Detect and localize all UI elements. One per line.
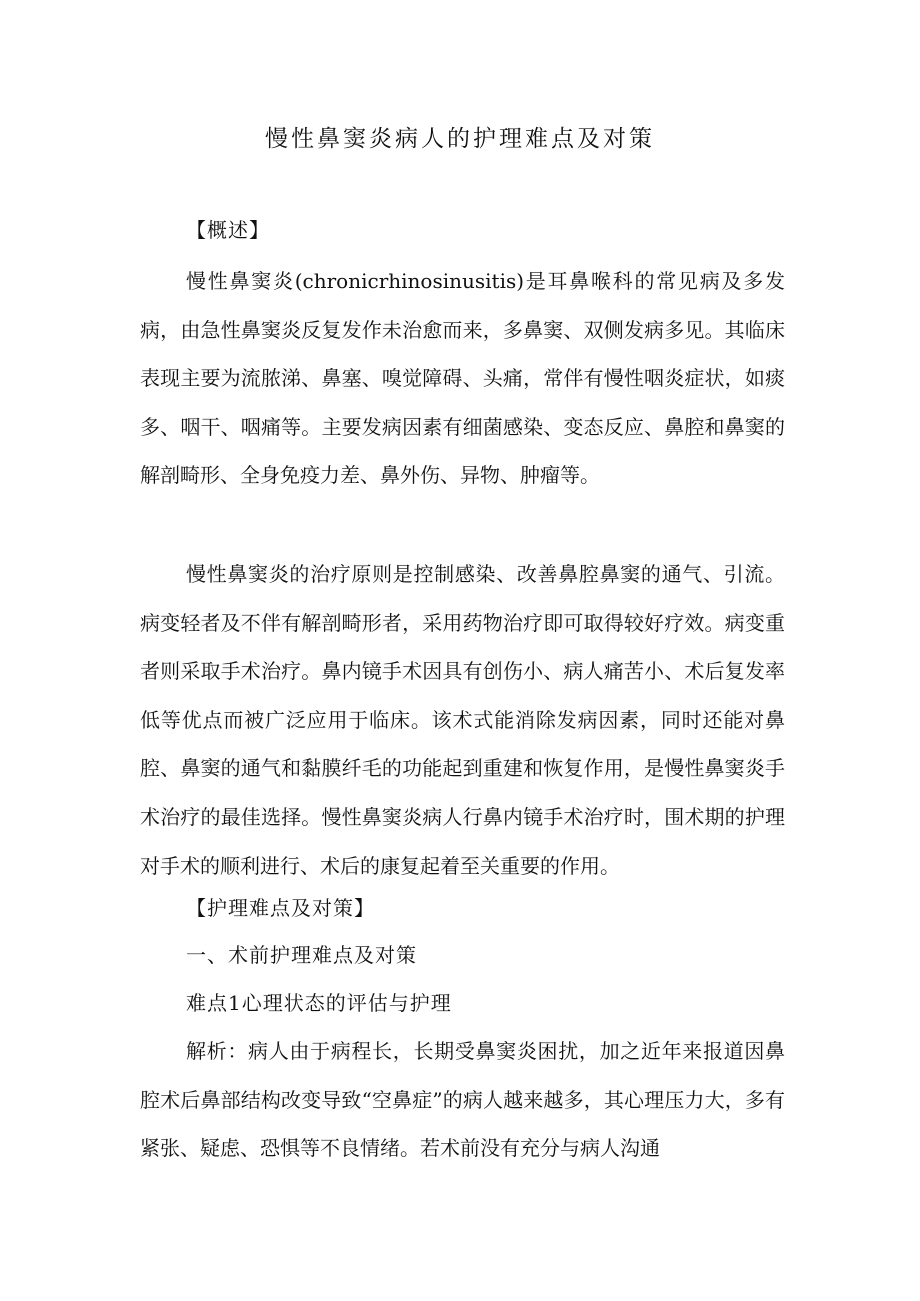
paragraph-overview-2: 慢性鼻窦炎的治疗原则是控制感染、改善鼻腔鼻窦的通气、引流。病变轻者及不伴有解剖畸形者，采用药物治疗即可取得较好疗效。病变重者则采取手术治疗。鼻内镜手术因具有创伤小、病人痛苦小、术后复发率低等优点而被广泛应用于临床。该术式能消除发病因素，同时还能对鼻腔、鼻窦的通气和黏膜纤毛的功能起到重建和恢复作用，是慢性鼻窦炎手术治疗的最佳选择。慢性鼻窦炎病人行鼻内镜手术治疗时，围术期的护理对手术的顺利进行、术后的康复起着至关重要的作用。 xyxy=(140,562,785,878)
subsection-heading-preoperative: 一、术前护理难点及对策 xyxy=(186,943,417,967)
paragraph-overview-1: 慢性鼻窦炎(chronicrhinosinusitis)是耳鼻喉科的常见病及多发病，由急性鼻窦炎反复发作未治愈而来，多鼻窦、双侧发病多见。其临床表现主要为流脓涕、鼻塞、嗅觉障碍、头痛，常伴有慢性咽炎症状，如痰多、咽干、咽痛等。主要发病因素有细菌感染、变态反应、鼻腔和鼻窦的解剖畸形、全身免疫力差、鼻外伤、异物、肿瘤等。 xyxy=(140,269,785,488)
paragraph-analysis: 解析：病人由于病程长，长期受鼻窦炎困扰，加之近年来报道因鼻腔术后鼻部结构改变导致“空鼻症”的病人越来越多，其心理压力大，多有紧张、疑虑、恐惧等不良情绪。若术前没有充分与病人沟通 xyxy=(140,1039,785,1161)
section-heading-overview: 【概述】 xyxy=(186,218,270,242)
difficulty-heading-1: 难点1心理状态的评估与护理 xyxy=(186,991,452,1015)
section-heading-nursing: 【护理难点及对策】 xyxy=(186,896,375,920)
document-title: 慢性鼻窦炎病人的护理难点及对策 xyxy=(265,126,655,152)
